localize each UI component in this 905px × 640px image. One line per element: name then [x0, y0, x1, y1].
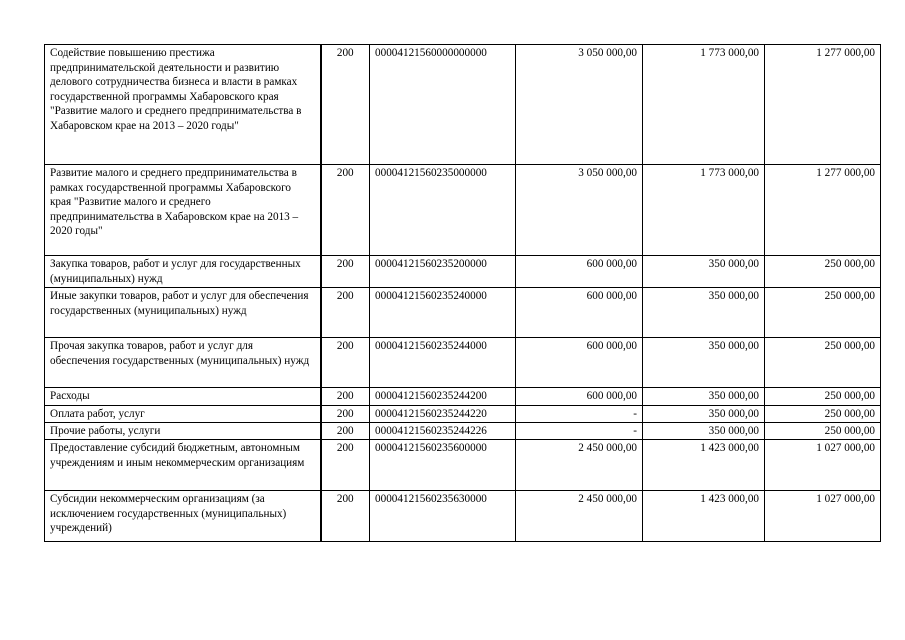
row-approved: 2 450 000,00	[516, 440, 643, 491]
row-approved: -	[516, 423, 643, 440]
row-unexecuted: 250 000,00	[765, 338, 881, 388]
row-approved: 600 000,00	[516, 288, 643, 338]
row-unexecuted: 1 027 000,00	[765, 491, 881, 542]
table-row	[45, 165, 881, 256]
row-executed: 1 773 000,00	[643, 45, 765, 165]
row-classifier: 00004121560235244200	[370, 388, 516, 406]
row-classifier: 00004121560235200000	[370, 256, 516, 288]
row-executed: 350 000,00	[643, 388, 765, 406]
row-code: 200	[321, 406, 370, 423]
row-executed: 350 000,00	[643, 338, 765, 388]
row-name: Иные закупки товаров, работ и услуг для обеспечения государственных (муниципальных) нужд	[45, 288, 321, 338]
row-unexecuted: 250 000,00	[765, 388, 881, 406]
row-name: Субсидии некоммерческим организациям (за исключением государственных (муниципальных) учреждений)	[45, 491, 321, 542]
row-name: Расходы	[45, 388, 321, 406]
row-classifier: 00004121560235630000	[370, 491, 516, 542]
table-row	[45, 45, 881, 165]
row-code: 200	[321, 440, 370, 491]
row-code: 200	[321, 165, 370, 256]
row-approved: 600 000,00	[516, 256, 643, 288]
table-row	[45, 338, 881, 388]
row-name: Развитие малого и среднего предпринимательства в рамках государственной программы Хабаровского края "Развитие малого и среднего предпринимательства в Хабаровском крае на 2013 – 2020 годы"	[45, 165, 321, 256]
row-executed: 1 423 000,00	[643, 440, 765, 491]
row-code: 200	[321, 338, 370, 388]
row-name: Прочие работы, услуги	[45, 423, 321, 440]
table-row	[45, 288, 881, 338]
row-classifier: 00004121560235244000	[370, 338, 516, 388]
row-unexecuted: 250 000,00	[765, 406, 881, 423]
row-unexecuted: 250 000,00	[765, 423, 881, 440]
row-unexecuted: 250 000,00	[765, 256, 881, 288]
row-approved: 600 000,00	[516, 388, 643, 406]
row-code: 200	[321, 288, 370, 338]
row-unexecuted: 1 277 000,00	[765, 165, 881, 256]
row-name: Закупка товаров, работ и услуг для государственных (муниципальных) нужд	[45, 256, 321, 288]
row-name: Прочая закупка товаров, работ и услуг для обеспечения государственных (муниципальных) нужд	[45, 338, 321, 388]
row-code: 200	[321, 388, 370, 406]
row-executed: 350 000,00	[643, 423, 765, 440]
row-approved: 600 000,00	[516, 338, 643, 388]
row-approved: 3 050 000,00	[516, 165, 643, 256]
row-executed: 350 000,00	[643, 256, 765, 288]
table-row	[45, 406, 881, 423]
row-code: 200	[321, 256, 370, 288]
row-unexecuted: 1 277 000,00	[765, 45, 881, 165]
row-unexecuted: 250 000,00	[765, 288, 881, 338]
row-classifier: 00004121560000000000	[370, 45, 516, 165]
row-approved: -	[516, 406, 643, 423]
row-code: 200	[321, 423, 370, 440]
row-name: Содействие повышению престижа предпринимательской деятельности и развитию делового сотрудничества бизнеса и власти в рамках государственной программы Хабаровского края "Развитие малого и среднего предпринимательства в Хабаровском крае на 2013 – 2020 годы"	[45, 45, 321, 165]
row-executed: 1 423 000,00	[643, 491, 765, 542]
table-row	[45, 491, 881, 542]
row-classifier: 00004121560235240000	[370, 288, 516, 338]
row-approved: 2 450 000,00	[516, 491, 643, 542]
row-classifier: 00004121560235600000	[370, 440, 516, 491]
row-executed: 350 000,00	[643, 406, 765, 423]
row-executed: 350 000,00	[643, 288, 765, 338]
row-code: 200	[321, 45, 370, 165]
row-executed: 1 773 000,00	[643, 165, 765, 256]
row-approved: 3 050 000,00	[516, 45, 643, 165]
row-name: Оплата работ, услуг	[45, 406, 321, 423]
table-row	[45, 423, 881, 440]
row-classifier: 00004121560235000000	[370, 165, 516, 256]
table-row	[45, 440, 881, 491]
budget-execution-table	[44, 44, 881, 542]
table-row	[45, 256, 881, 288]
row-name: Предоставление субсидий бюджетным, автономным учреждениям и иным некоммерческим организациям	[45, 440, 321, 491]
row-classifier: 00004121560235244226	[370, 423, 516, 440]
row-unexecuted: 1 027 000,00	[765, 440, 881, 491]
row-classifier: 00004121560235244220	[370, 406, 516, 423]
row-code: 200	[321, 491, 370, 542]
table-row	[45, 388, 881, 406]
